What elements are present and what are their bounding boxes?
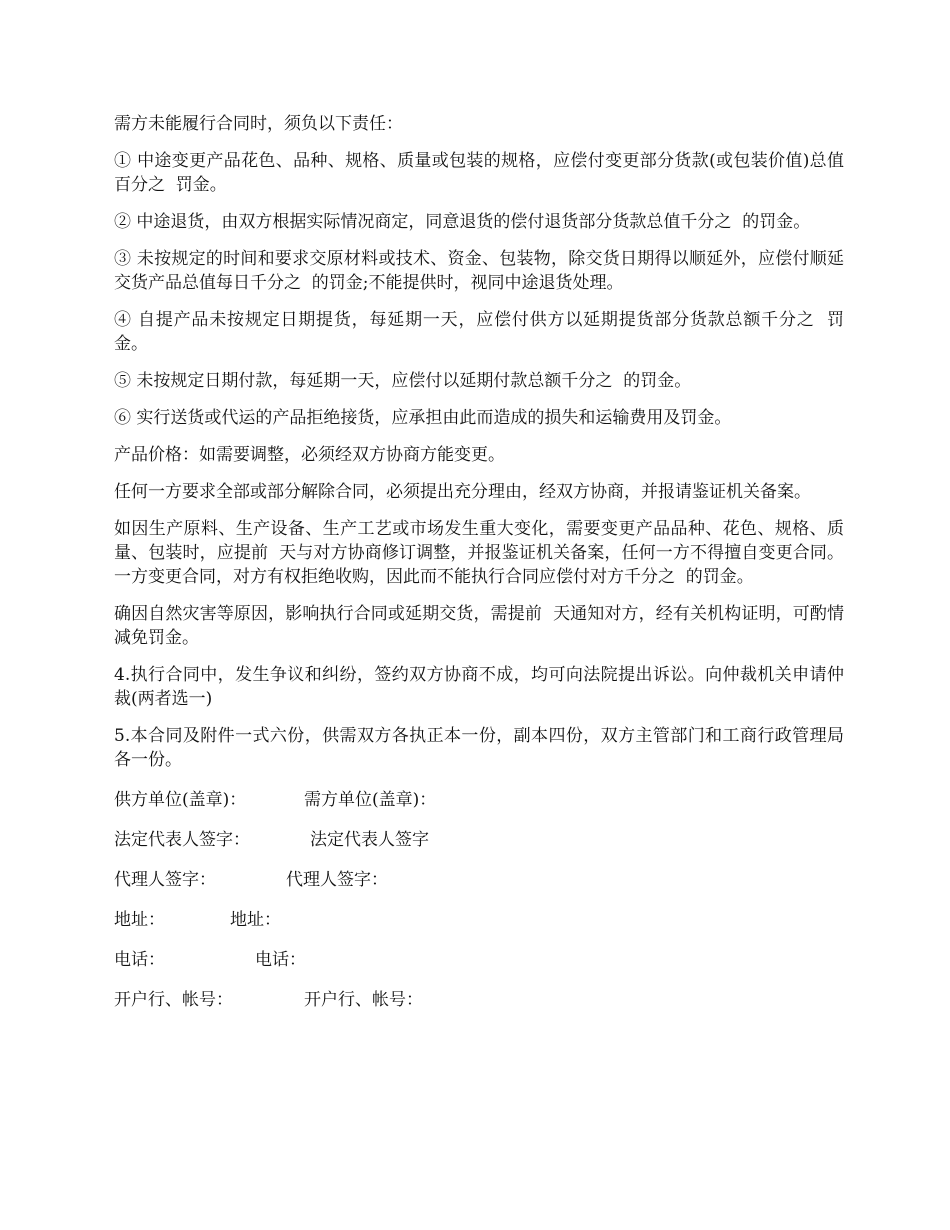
dispute-clause: 4.执行合同中，发生争议和纠纷，签约双方协商不成，均可向法院提出诉讼。向仲裁机关申请仲裁(两者选一) [114,665,844,709]
clause-5-payment-penalty: ⑤ 未按规定日期付款，每延期一天，应偿付以延期付款总额千分之 的罚金。 [114,371,692,391]
buyer-representative-label: 法定代表人签字 [310,830,429,850]
signature-row-phone [114,948,844,972]
clause-6-delivery-refusal: ⑥ 实行送货或代运的产品拒绝接货，应承担由此而造成的损失和运输费用及罚金。 [114,408,732,428]
supplier-phone-label: 电话： [114,950,165,970]
clause-4-pickup-penalty: ④ 自提产品未按规定日期提货，每延期一天，应偿付供方以延期提货部分货款总额千分之 罚金。 [114,310,844,354]
liability-intro: 需方未能履行合同时，须负以下责任： [114,114,403,134]
signature-row-agent [114,868,844,892]
clause-1-change-penalty: ① 中途变更产品花色、品种、规格、质量或包装的规格，应偿付变更部分货款(或包装价值)总值百分之 罚金。 [114,151,844,195]
supplier-address-label: 地址： [114,910,165,930]
clause-2-return-penalty: ② 中途退货，由双方根据实际情况商定，同意退货的偿付退货部分货款总值千分之 的罚金。 [114,212,811,232]
buyer-agent-label: 代理人签字： [286,870,388,890]
signature-row-address [114,908,844,932]
signature-row-bank [114,988,844,1012]
supplier-agent-label: 代理人签字： [114,870,216,890]
signature-row-representative [114,828,844,852]
buyer-address-label: 地址： [230,910,281,930]
buyer-unit-label: 需方单位(盖章)： [304,790,437,810]
price-adjustment-clause: 产品价格：如需要调整，必须经双方协商方能变更。 [114,445,505,465]
copies-clause: 5.本合同及附件一式六份，供需双方各执正本一份，副本四份，双方主管部门和工商行政管理局各一份。 [114,726,844,770]
change-clause: 如因生产原料、生产设备、生产工艺或市场发生重大变化，需要变更产品品种、花色、规格、质量、包装时，应提前 天与对方协商修订调整，并报鉴证机关备案，任何一方不得擅自变更合同。一方变更合同，对方有权拒绝收购，因此而不能执行合同应偿付对方千分之 的罚金。 [114,519,844,587]
force-majeure-clause: 确因自然灾害等原因，影响执行合同或延期交货，需提前 天通知对方，经有关机构证明，可酌情减免罚金。 [114,604,844,648]
supplier-unit-label: 供方单位(盖章)： [114,790,247,810]
signature-row-unit [114,788,844,812]
supplier-bank-label: 开户行、帐号： [114,990,233,1010]
clause-3-materials-penalty: ③ 未按规定的时间和要求交原材料或技术、资金、包装物，除交货日期得以顺延外，应偿付顺延交货产品总值每日千分之 的罚金;不能提供时，视同中途退货处理。 [114,249,844,293]
buyer-bank-label: 开户行、帐号： [304,990,423,1010]
supplier-representative-label: 法定代表人签字： [114,830,250,850]
buyer-phone-label: 电话： [255,950,306,970]
contract-page [114,112,844,1028]
termination-clause: 任何一方要求全部或部分解除合同，必须提出充分理由，经双方协商，并报请鉴证机关备案。 [114,482,811,502]
